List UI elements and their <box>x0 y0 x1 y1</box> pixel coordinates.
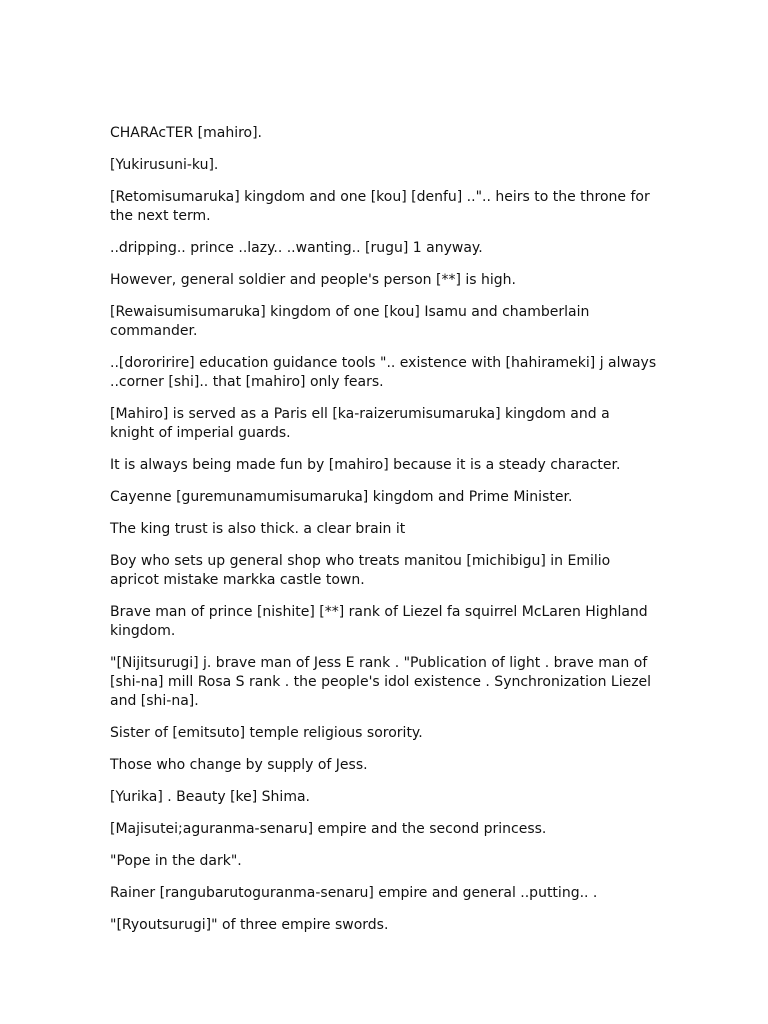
paragraph: The king trust is also thick. a clear brain it <box>110 521 406 537</box>
paragraph: Sister of [emitsuto] temple religious sorority. <box>110 725 423 741</box>
paragraph: [Majisutei;aguranma-senaru] empire and the second princess. <box>110 821 547 837</box>
document-page <box>110 124 658 948</box>
paragraph: Boy who sets up general shop who treats manitou [michibigu] in Emilio apricot mistake markka castle town. <box>110 553 611 588</box>
paragraph: It is always being made fun by [mahiro] because it is a steady character. <box>110 457 621 473</box>
paragraph: "Pope in the dark". <box>110 853 242 869</box>
paragraph: "[Nijitsurugi] j. brave man of Jess E rank . "Publication of light . brave man of [shi-na] mill Rosa S rank . the people's idol existence . Synchronization Liezel and [shi-na]. <box>110 655 652 709</box>
paragraph: [Yurika] . Beauty [ke] Shima. <box>110 789 310 805</box>
paragraph: Those who change by supply of Jess. <box>110 757 368 773</box>
paragraph: [Rewaisumisumaruka] kingdom of one [kou] Isamu and chamberlain commander. <box>110 304 590 339</box>
paragraph: [Yukirusuni-ku]. <box>110 157 219 173</box>
paragraph: Rainer [rangubarutoguranma-senaru] empire and general ..putting.. . <box>110 885 598 901</box>
paragraph: ..dripping.. prince ..lazy.. ..wanting.. [rugu] 1 anyway. <box>110 240 483 256</box>
paragraph-character-heading: CHARAcTER [mahiro]. <box>110 125 263 141</box>
paragraph: However, general soldier and people's person [**] is high. <box>110 272 516 288</box>
paragraph: "[Ryoutsurugi]" of three empire swords. <box>110 917 389 933</box>
paragraph: [Retomisumaruka] kingdom and one [kou] [denfu] ..".. heirs to the throne for the next term. <box>110 189 650 224</box>
paragraph: Cayenne [guremunamumisumaruka] kingdom and Prime Minister. <box>110 489 573 505</box>
paragraph: Brave man of prince [nishite] [**] rank of Liezel fa squirrel McLaren Highland kingdom. <box>110 604 648 639</box>
paragraph: ..[dororirire] education guidance tools ".. existence with [hahirameki] j always ..corner [shi].. that [mahiro] only fears. <box>110 355 657 390</box>
paragraph: [Mahiro] is served as a Paris ell [ka-raizerumisumaruka] kingdom and a knight of imperial guards. <box>110 406 610 441</box>
